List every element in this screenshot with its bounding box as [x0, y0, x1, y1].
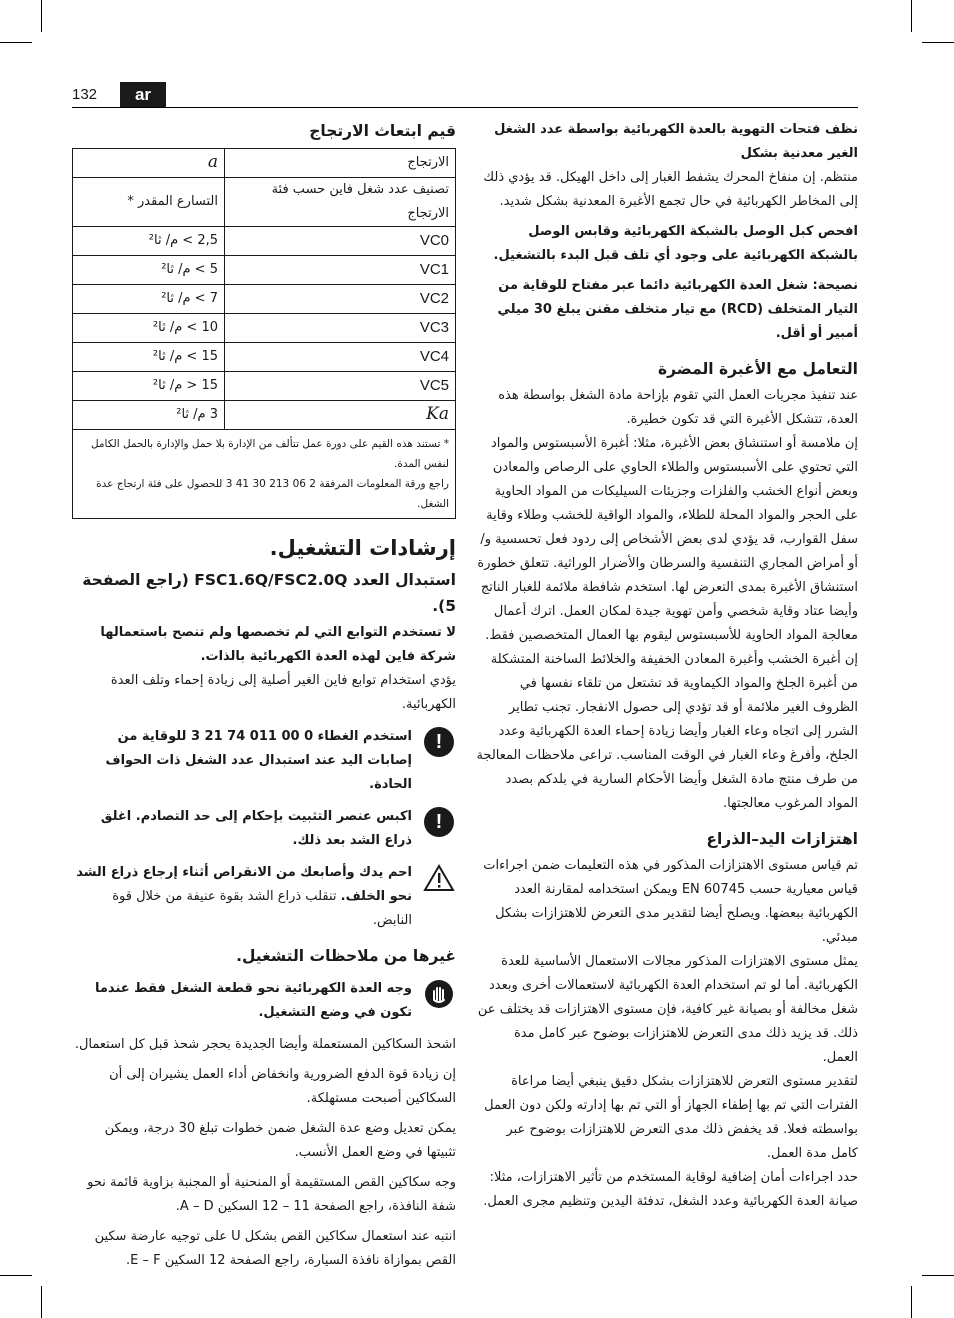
hand-icon: [422, 977, 456, 1011]
rcd-advice: نصيحة: شغل العدة الكهربائية دائما عبر مفتاح للوقاية من التيار المتخلف (RCD) مع تيار متخلف مقنن يبلغ 30 ميلي أمبير أو أقل.: [497, 278, 858, 341]
crop-mark: [41, 0, 42, 32]
table-header-row: [73, 149, 456, 178]
table-cell: 15 > م/ ثا²: [73, 343, 225, 372]
right-column: [476, 118, 858, 1220]
left-column: [72, 118, 456, 1279]
footnote-line: راجع ورقة المعلومات المرفقة 2 06 213 30 41 3 للحصول على فئة ارتجاج عدة الشغل.: [96, 478, 449, 510]
mandatory-icon: !: [422, 725, 456, 759]
dust-heading: التعامل مع الأغبرة المضرة: [658, 360, 858, 378]
other-notes-heading: غيرها من ملاحظات التشغيل.: [236, 947, 456, 965]
crop-mark: [0, 42, 32, 43]
table-row: [73, 343, 456, 372]
vibration-paragraph: تم قياس مستوى الاهتزازات المذكور في هذه التعليمات ضمن اجراءات قياس معيارية حسب EN 60745 ويمكن استخدامه لمقارنة العدد الكهربائية ببعضها. ويصلح أيضا لتقدير مدى التعرض للاهتزازات بشكل مبدئي.: [483, 858, 858, 945]
vibration-paragraph: يمثل مستوى الاهتزازات المذكور مجالات الاستعمال الأساسية للعدة الكهربائية. أما لو تم استخدام العدة الكهربائية لاستعمالات أخرى وبعدد شغل مخالفة أو بصيانة غير كافية، فإن مستوى الاهتزازات قد يختلف عن ذلك. قد يزيد ذلك مدى التعرض للاهتزازات بوضوح عبر كامل مدة العمل.: [477, 954, 858, 1065]
table-cell: التسارع المقدر *: [73, 178, 225, 227]
footnote-line: * تستند هذه القيم على دورة عمل تتألف من الإدارة بلا حمل والإدارة بالحمل الكامل لنفس المدة.: [90, 438, 449, 470]
warning-item: [72, 725, 456, 797]
warning-text: استخدم الغطاء 0 00 011 74 21 3 للوقاية من إصابات اليد عند استبدال عدد الشغل ذات الحواف الحادة.: [105, 729, 412, 792]
mandatory-icon: !: [422, 805, 456, 839]
table-cell: 10 > م/ ثا²: [73, 314, 225, 343]
dust-paragraph: إن أغبرة الخشب وأغبرة المعادن الخفيفة والخلائط الساخنة المتشكلة من أغبرة الجلخ والمواد الكيماوية قد تشتعل من تلقاء نفسها في الظروف الغير ملائمة أو قد تؤدي إلى حصول الانفجار. تجنب تطاير الشرر إلى اتجاه وعاء الغبار وأيضا زيادة إحماء العدة الكهربائية وعدد الجلخ، وأفرغ وعاء الغبار في الوقت المناسب. تراعى ملاحظات المعالجة من طرف منتج مادة الشغل وأيضا الأحكام السارية في بلدكم بصدد المواد المرغوب معالجتها.: [476, 652, 858, 811]
crop-mark: [41, 1286, 42, 1318]
cable-check-warning: افحص كبل الوصل بالشبكة الكهربائية وقابس الوصل بالشبكة الكهربائية على وجود أي تلف قبل البدء بالتشغيل.: [493, 224, 858, 263]
table-cell: [225, 227, 456, 256]
vibration-class: VC4: [419, 347, 449, 365]
warning-item: [72, 861, 456, 933]
warning-plain: تنقلب ذراع الشد بقوة عنيفة من خلال قوة النابض.: [112, 889, 412, 928]
uncertainty-symbol: Ka: [426, 404, 449, 424]
language-badge: ar: [120, 82, 166, 107]
warning-triangle-icon: [422, 861, 456, 895]
table-cell: [225, 401, 456, 430]
table-row: [73, 285, 456, 314]
tool-change-heading: استبدال العدد FSC1.6Q/FSC2.0Q (راجع الصفحة 5).: [82, 571, 456, 615]
table-row: [73, 256, 456, 285]
vibration-class: VC0: [419, 231, 449, 249]
table-cell: [225, 256, 456, 285]
accessory-warning-text: يؤدي استخدام توابع فاين الغير أصلية إلى زيادة إحماء وتلف العدة الكهربائية.: [110, 673, 456, 712]
warning-bold: احم يدك وأصابعك من الانقراص أثناء إرجاع ذراع الشد نحو الخلف.: [76, 865, 412, 904]
table-subheader-row: [73, 178, 456, 227]
vibration-heading: اهتزازات اليد–الذراع: [706, 830, 858, 848]
vibration-paragraph: حدد اجراءات أمان إضافية لوقاية المستخدم من تأثير الاهتزازات، مثلا: صيانة العدة الكهربائية وعدد الشغل، تدفئة اليدين وتنظيم مجرى العمل.: [483, 1170, 858, 1209]
table-header-cell: [73, 149, 225, 178]
warning-text: اكبس عنصر التثبيت بإحكام إلى حد التصادم. اغلق ذراع الشد بعد ذلك.: [100, 809, 412, 848]
table-header-cell: الارتجاج: [225, 149, 456, 178]
table-footnote-row: [73, 430, 456, 519]
note-paragraph: إن زيادة قوة الدفع الضرورية وانخفاض أداء العمل يشيران إلى أن السكاكين أصبحت مستهلكة.: [109, 1067, 456, 1106]
crop-mark: [911, 0, 912, 32]
warning-item: [72, 805, 456, 853]
operation-heading: إرشادات التشغيل.: [269, 536, 456, 560]
dust-paragraph: عند تنفيذ مجريات العمل التي تقوم بإزاحة مادة الشغل بواسطة هذه العدة، تتشكل الأغبرة التي قد تكون خطيرة.: [498, 388, 858, 427]
table-cell: 15 < م/ ثا²: [73, 372, 225, 401]
note-paragraph: اشحذ السكاكين المستعملة وأيضا الجديدة بحجر شحذ قبل كل استعمال.: [74, 1037, 456, 1052]
table-row: [73, 401, 456, 430]
table-cell: [225, 343, 456, 372]
table-cell: 5 > م/ ثا²: [73, 256, 225, 285]
vibration-table-heading: قيم ابتعاث الارتجاج: [309, 122, 456, 140]
info-item: [72, 977, 456, 1025]
crop-mark: [911, 1286, 912, 1318]
header-rule: [72, 107, 858, 108]
info-text: وجه العدة الكهربائية نحو قطعة الشغل فقط عندما تكون في وضع التشغيل.: [95, 981, 412, 1020]
crop-mark: [0, 1275, 32, 1276]
ventilation-warning-text: منتظم. إن منفاخ المحرك يشفط الغبار إلى داخل الهيكل. قد يؤدي ذلك إلى المخاطر الكهربائية في حال تجمع الأغبرة المعدنية بشكل شديد.: [483, 170, 858, 209]
ventilation-warning-bold: نظف فتحات التهوية بالعدة الكهربائية بواسطة عدد الشغل الغير معدنية بشكل: [494, 122, 858, 161]
table-row: [73, 372, 456, 401]
table-cell: [225, 285, 456, 314]
crop-mark: [922, 42, 954, 43]
table-cell: تصنيف عدد شغل فاين حسب فئة الارتجاج: [225, 178, 456, 227]
table-cell: 7 > م/ ثا²: [73, 285, 225, 314]
acceleration-symbol: a: [207, 152, 218, 172]
crop-mark: [922, 1275, 954, 1276]
accessory-warning-bold: لا تستخدم التوابع التي لم تخصصها ولم تنصح باستعمالها شركة فاين لهذه العدة الكهربائية بالذات.: [100, 625, 456, 664]
vibration-class: VC3: [419, 318, 449, 336]
note-paragraph: وجه سكاكين القص المستقيمة أو المنحنية أو المجنبة بزاوية قائمة نحو شفة النافذة، راجع الصفحة 11 – 12 السكين A – D.: [87, 1175, 456, 1214]
note-paragraph: انتبه عند استعمال سكاكين القص بشكل U على توجيه عارضة سكين القص بموازاة نافذة السيارة، راجع الصفحة 12 السكين E – F.: [94, 1229, 456, 1268]
warning-text: [72, 861, 412, 933]
table-cell: 2,5 > م/ ثا²: [73, 227, 225, 256]
table-row: [73, 227, 456, 256]
vibration-class: VC5: [419, 376, 449, 394]
table-cell: [225, 372, 456, 401]
vibration-class: VC2: [419, 289, 449, 307]
vibration-class: VC1: [419, 260, 449, 278]
note-paragraph: يمكن تعديل وضع عدة الشغل ضمن خطوات تبلغ 30 درجة، ويمكن تثبيتها في وضع العمل الأنسب.: [104, 1121, 456, 1160]
table-footnote: [73, 430, 456, 519]
table-cell: [225, 314, 456, 343]
table-row: [73, 314, 456, 343]
vibration-paragraph: لتقدير مستوى التعرض للاهتزازات بشكل دقيق ينبغي أيضا مراعاة الفترات التي تم بها إطفاء الجهاز أو التي تم بها إدارته ولكن دون العمل بواسطته فعلا. قد يخفض ذلك مدى التعرض للاهتزازات بوضوح عبر كامل مدة العمل.: [484, 1074, 858, 1161]
table-cell: 3 م/ ثا²: [73, 401, 225, 430]
dust-paragraph: إن ملامسة أو استنشاق بعض الأغبرة، مثلا: أغبرة الأسبستوس والمواد التي تحتوي على الأسبستوس والطلاء الحاوي على الرصاص والمعادن وبعض أنواع الخشب والفلزات وجزيئات السيليكات من المواد الحاوية على الحجر والمواد المحلة للطلاء، والمواد الواقية للخشب وطلاء وقاية سفل القوارب، قد يؤدي لدى بعض الأشخاص إلى ردود فعل تحسسية و/ أو أمراض المجاري التنفسية والسرطان والأضرار الوراثية. تتعلق خطورة استنشاق الأغبرة بمدى التعرض لها. استخدم شافطة ملائمة للغبار الناتج وأيضا عتاد وقاية شخصي وأمن تهوية جيدة لمكان العمل. اترك أعمال معالجة المواد الحاوية للأسبستوس ليقوم بها العمال المتخصصين فقط.: [477, 436, 858, 643]
page-number: 132: [72, 86, 98, 103]
vibration-emission-table: [72, 148, 456, 519]
